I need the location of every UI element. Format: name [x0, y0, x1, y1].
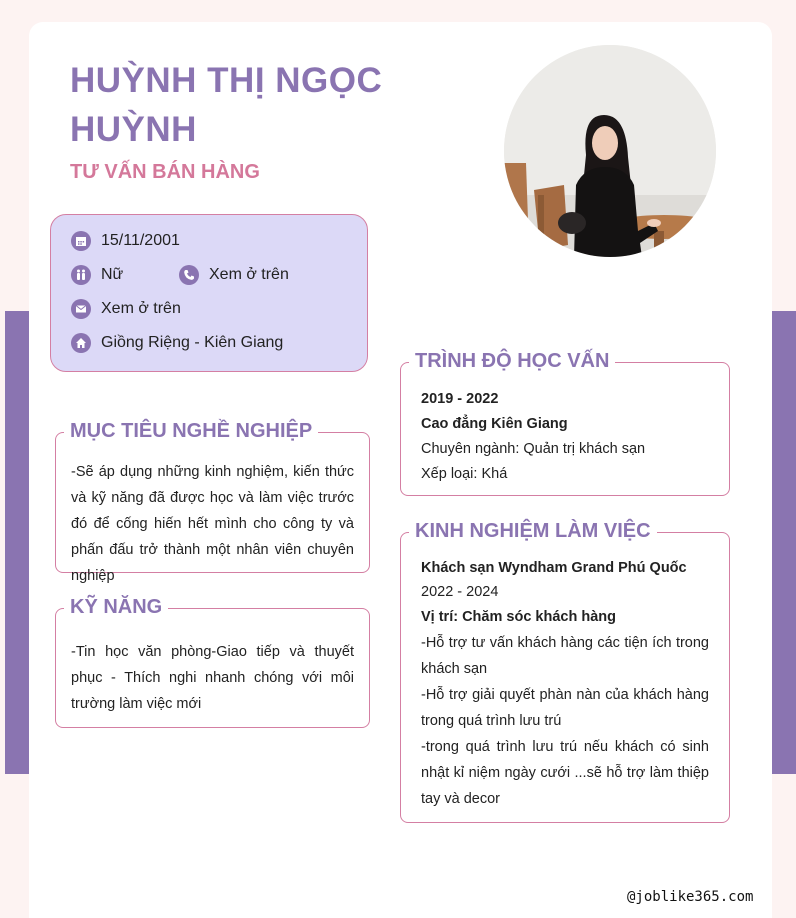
experience-duty: -Hỗ trợ giải quyết phàn nàn của khách hàng trong quá trình lưu trú — [421, 687, 709, 729]
gender-icon — [71, 265, 91, 285]
contact-email — [71, 299, 181, 319]
education-school: Cao đẳng Kiên Giang — [421, 416, 568, 432]
right-decor-band — [772, 311, 796, 774]
phone-value: Xem ở trên — [209, 266, 289, 283]
profile-photo — [504, 45, 716, 257]
watermark-text: @joblike365.com — [627, 889, 754, 905]
education-period: 2019 - 2022 — [421, 391, 499, 407]
contact-gender — [71, 265, 123, 285]
experience-period: 2022 - 2024 — [421, 584, 499, 600]
skills-heading: KỸ NĂNG — [64, 595, 168, 619]
gender-value: Nữ — [101, 266, 124, 283]
education-grade: Xếp loại: Khá — [421, 466, 508, 482]
contact-address — [71, 333, 283, 353]
skills-text: -Tin học văn phòng-Giao tiếp và thuyết phục - Thích nghi nhanh chóng với môi trường làm việc mới — [71, 644, 354, 712]
contact-info-box — [50, 214, 368, 372]
experience-duty: -trong quá trình lưu trú nếu khách có sinh nhật kỉ niệm ngày cưới ...sẽ hỗ trợ làm thiệp tay và decor — [421, 739, 709, 807]
education-major: Chuyên ngành: Quản trị khách sạn — [421, 441, 646, 457]
experience-duty: -Hỗ trợ tư vấn khách hàng các tiện ích trong khách sạn — [421, 635, 709, 677]
job-title: TƯ VẤN BÁN HÀNG — [70, 161, 260, 183]
contact-phone — [179, 265, 289, 285]
calendar-icon — [71, 231, 91, 251]
experience-heading: KINH NGHIỆM LÀM VIỆC — [409, 519, 657, 543]
experience-section — [400, 520, 730, 823]
email-icon — [71, 299, 91, 319]
contact-birthday — [71, 231, 180, 251]
skills-section — [55, 596, 370, 728]
education-section — [400, 350, 730, 496]
home-icon — [71, 333, 91, 353]
career-goal-text: -Sẽ áp dụng những kinh nghiệm, kiến thức và kỹ năng đã được học và làm việc trước đó để cống hiến hết mình cho công ty và phấn đấu trở thành một nhân viên chuyên nghiệp — [71, 464, 354, 584]
experience-company: Khách sạn Wyndham Grand Phú Quốc — [421, 560, 687, 576]
birthday-value: 15/11/2001 — [101, 232, 180, 249]
left-decor-band — [5, 311, 29, 774]
experience-position: Vị trí: Chăm sóc khách hàng — [421, 609, 616, 625]
career-goal-heading: MỤC TIÊU NGHỀ NGHIỆP — [64, 419, 318, 443]
profile-photo-illustration — [504, 45, 716, 257]
career-goal-section — [55, 420, 370, 584]
email-value: Xem ở trên — [101, 300, 181, 317]
education-heading: TRÌNH ĐỘ HỌC VẤN — [409, 349, 615, 373]
address-value: Giồng Riệng - Kiên Giang — [101, 334, 284, 351]
phone-icon — [179, 265, 199, 285]
cv-page — [29, 22, 772, 918]
candidate-name: HUỲNH THỊ NGỌC HUỲNH — [70, 61, 383, 149]
